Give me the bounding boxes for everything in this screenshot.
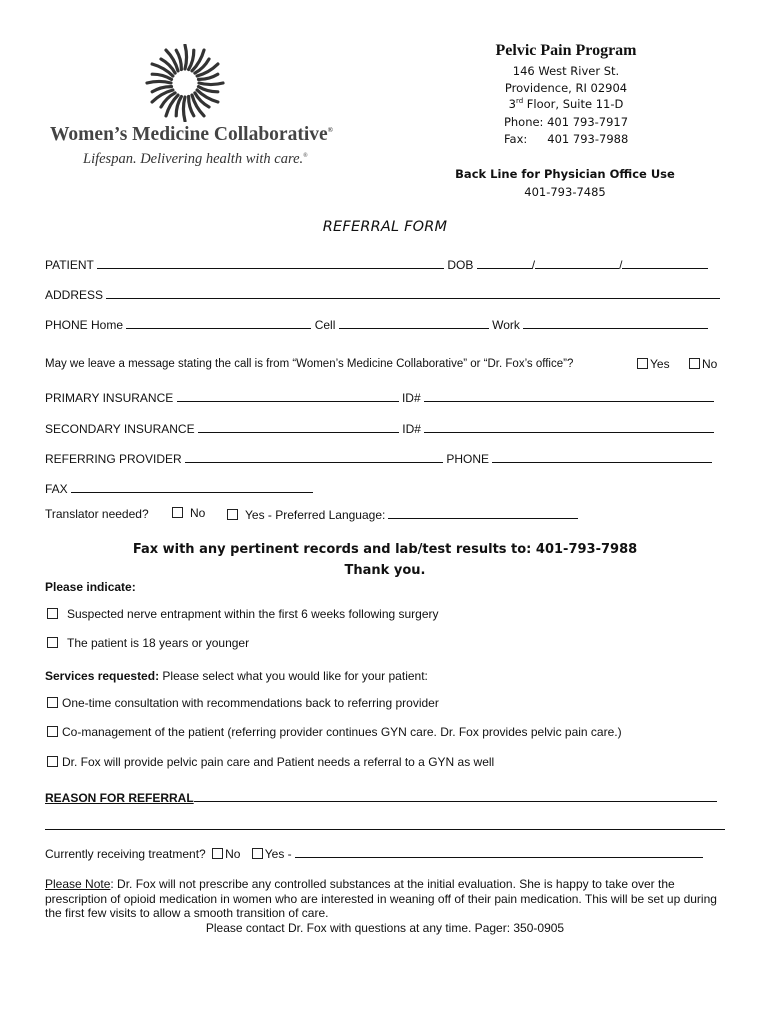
backline-number: 401-793-7485 [524,185,606,199]
service-option-comanage[interactable] [47,725,622,739]
patient-label: PATIENT [45,258,94,272]
primary-insurance-label: PRIMARY INSURANCE [45,391,174,405]
checkbox-icon[interactable] [47,608,58,619]
services-label: Services requested: [45,669,160,683]
indicate-option-label: Suspected nerve entrapment within the first 6 weeks following surgery [67,607,439,621]
checkbox-icon[interactable] [689,358,700,369]
service-option-gyn-referral[interactable] [47,755,494,769]
message-yes-label: Yes [650,357,670,371]
fax-instruction: Fax with any pertinent records and lab/test results to: 401-793-7988 [132,542,638,557]
secondary-insurance-row [45,420,725,436]
please-indicate-heading: Please indicate: [45,580,136,594]
checkbox-icon[interactable] [227,509,238,520]
logo-ray [147,81,171,83]
note-text: : Dr. Fox will not prescribe any controlled substances at the initial evaluation. She is happy to take over the prescription of opioid medication in women who are interested in weaning off of their pain medication. This will be set up during the first few visits to allow a smooth transition of care. [45,877,717,920]
referring-provider-field[interactable] [185,450,443,463]
service-option-label: Dr. Fox will provide pelvic pain care and Patient needs a referral to a GYN as well [62,755,495,769]
checkbox-icon[interactable] [47,697,58,708]
phone-row [45,316,725,332]
logo-ray [189,50,194,69]
logo-ray [176,97,181,116]
translator-yes-label: Yes - Preferred Language: [245,508,386,522]
reason-row [45,789,725,805]
treatment-details-field[interactable] [295,845,703,858]
logo-ray [199,83,223,85]
patient-field[interactable] [97,256,444,269]
treatment-no-label: No [225,847,241,861]
logo-ray [185,45,187,69]
dob-separator: / [619,258,623,272]
message-question: May we leave a message stating the call is from “Women’s Medicine Collaborative” or “Dr. Fox’s office”? [45,358,574,370]
address-row [45,286,725,302]
logo-ray [199,87,218,92]
fax-label: FAX [45,482,68,496]
reason-field-line-2[interactable] [45,829,725,830]
form-title: REFERRAL FORM [322,219,448,235]
primary-id-label: ID# [401,391,421,405]
address-field[interactable] [106,286,720,299]
translator-no-label: No [190,506,206,520]
message-no-option[interactable] [689,357,717,371]
services-heading [45,669,428,683]
service-option-label: Co-management of the patient (referring provider continues GYN care. Dr. Fox provides pelvic pain care.) [62,725,622,739]
secondary-insurance-field[interactable] [198,420,399,433]
services-text: Please select what you would like for your patient: [159,669,428,683]
secondary-id-field[interactable] [424,420,714,433]
contact-line: Please contact Dr. Fox with questions at any time. Pager: 350-0905 [205,921,565,935]
indicate-option-age[interactable] [47,636,249,650]
backline-label: Back Line for Physician Office Use [455,167,675,181]
checkbox-icon[interactable] [252,848,263,859]
fax-field[interactable] [71,480,313,493]
program-street: 146 West River St. [512,64,620,78]
program-fax: Fax: 401 793-7988 [504,132,629,146]
dob-month-field[interactable] [477,256,532,269]
please-note [45,877,725,921]
checkbox-icon[interactable] [172,507,183,518]
translator-label: Translator needed? [45,507,149,521]
provider-phone-label: PHONE [446,452,490,466]
primary-insurance-field[interactable] [177,389,399,402]
phone-home-label: PHONE Home [45,318,124,332]
translator-yes-option[interactable] [227,506,578,522]
program-city: Providence, RI 02904 [504,81,628,95]
cell-field[interactable] [339,316,489,329]
checkbox-icon[interactable] [637,358,648,369]
program-floor: 3rd Floor, Suite 11-D [508,97,624,111]
secondary-id-label: ID# [402,422,421,436]
sunburst-logo-icon [140,44,230,122]
translator-no-option[interactable] [172,506,205,520]
secondary-insurance-label: SECONDARY INSURANCE [45,422,195,436]
fax-row [45,480,725,496]
treatment-yes-label: Yes - [264,847,292,861]
work-field[interactable] [523,316,708,329]
indicate-option-label: The patient is 18 years or younger [67,636,250,650]
checkbox-icon[interactable] [47,637,58,648]
dob-separator: / [531,258,536,272]
reason-field[interactable] [194,789,717,802]
reason-label: REASON FOR REFERRAL [45,791,194,805]
checkbox-icon[interactable] [212,848,223,859]
checkbox-icon[interactable] [47,726,58,737]
treatment-row [45,845,703,861]
dob-year-field[interactable] [622,256,708,269]
thank-you: Thank you. [344,563,426,578]
patient-row [45,256,725,272]
provider-phone-field[interactable] [492,450,712,463]
checkbox-icon[interactable] [47,756,58,767]
organization-tagline: Lifespan. Delivering health with care.® [83,151,308,167]
logo-ray [152,74,171,79]
logo-ray [183,97,185,121]
referring-provider-label: REFERRING PROVIDER [45,452,182,466]
work-label: Work [492,318,520,332]
treatment-label: Currently receiving treatment? [45,847,206,861]
cell-label: Cell [314,318,336,332]
program-title: Pelvic Pain Program [495,42,637,59]
primary-insurance-row [45,389,725,405]
message-yes-option[interactable] [637,357,670,371]
service-option-consult[interactable] [47,696,439,710]
message-no-label: No [702,357,718,371]
indicate-option-nerve[interactable] [47,607,439,621]
preferred-language-field[interactable] [388,506,578,519]
primary-id-field[interactable] [424,389,714,402]
dob-label: DOB [447,258,474,272]
address-label: ADDRESS [45,288,104,302]
note-label: Please Note [45,877,111,891]
dob-day-field[interactable] [535,256,619,269]
referring-provider-row [45,450,725,466]
organization-name: Women’s Medicine Collaborative® [50,124,333,145]
service-option-label: One-time consultation with recommendations back to referring provider [62,696,439,710]
program-phone: Phone: 401 793-7917 [503,115,629,129]
phone-home-field[interactable] [126,316,311,329]
